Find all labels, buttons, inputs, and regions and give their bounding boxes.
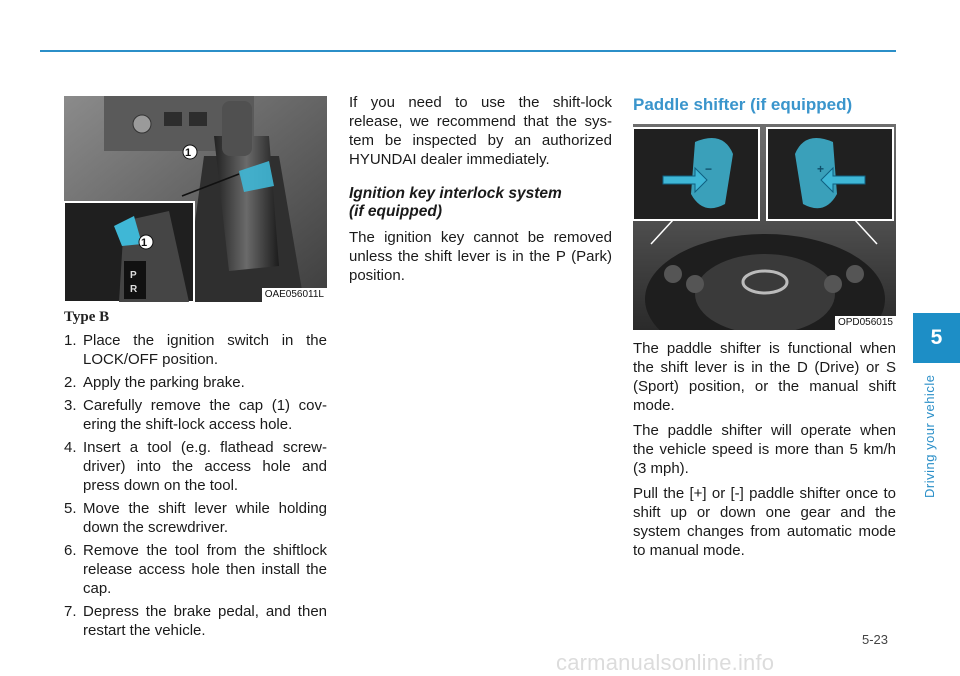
callout-number-icon: 1 bbox=[185, 147, 192, 159]
paddle-plus-label: + bbox=[817, 162, 825, 176]
middle-column bbox=[349, 93, 612, 291]
step-number: 3. bbox=[64, 397, 77, 414]
step-number: 4. bbox=[64, 439, 77, 456]
steering-wheel-illustration bbox=[633, 124, 896, 330]
step-text: Move the shift lever while holding down the screwdriver. bbox=[83, 500, 327, 536]
step-text: Place the ignition switch in the LOCK/OFF position. bbox=[83, 332, 327, 368]
gear-letter-p: P bbox=[130, 270, 137, 281]
type-title: Type B bbox=[64, 309, 110, 325]
gear-shifter-illustration bbox=[64, 96, 327, 302]
step-list bbox=[64, 331, 327, 640]
interlock-heading-line1: Ignition key interlock system bbox=[349, 185, 562, 202]
footer-watermark: carmanualsonline.info bbox=[556, 650, 775, 675]
interlock-heading-line2: (if equipped) bbox=[349, 203, 442, 220]
step-number: 6. bbox=[64, 542, 77, 559]
shift-lock-photo bbox=[64, 96, 327, 302]
step-text: Insert a tool (e.g. flathead screw-driver) into the access hole and press down on the tool. bbox=[83, 439, 327, 494]
left-column bbox=[64, 96, 327, 644]
interlock-heading bbox=[349, 185, 612, 221]
step-number: 1. bbox=[64, 332, 77, 349]
paddle-paragraph-1: The paddle shifter is functional when the shift lever is in the D (Drive) or S (Sport) position, or the manual shift mode. bbox=[633, 340, 896, 414]
paddle-minus-label: − bbox=[705, 162, 713, 176]
header-rule bbox=[40, 50, 896, 52]
step-number: 7. bbox=[64, 603, 77, 620]
list-item bbox=[64, 499, 327, 537]
page-number: 5-23 bbox=[862, 632, 889, 647]
step-text: Apply the parking brake. bbox=[83, 374, 245, 391]
list-item bbox=[64, 438, 327, 495]
paddle-shifter-photo bbox=[633, 124, 896, 330]
step-text: Carefully remove the cap (1) cov-ering the shift-lock access hole. bbox=[83, 397, 327, 433]
step-text: Depress the brake pedal, and then restart the vehicle. bbox=[83, 603, 327, 639]
right-column bbox=[633, 93, 896, 566]
list-item bbox=[64, 373, 327, 392]
list-item bbox=[64, 602, 327, 640]
step-number: 2. bbox=[64, 374, 77, 391]
photo-code: OAE056011L bbox=[262, 288, 327, 302]
chapter-side-label: Driving your vehicle bbox=[922, 374, 937, 498]
paddle-paragraph-2: The paddle shifter will operate when the vehicle speed is more than 5 km/h (3 mph). bbox=[633, 422, 896, 477]
paddle-paragraph-3: Pull the [+] or [-] paddle shifter once to shift up or down one gear and the system changes from automatic mode to manual mode. bbox=[633, 485, 896, 559]
interlock-body: The ignition key cannot be removed unless the shift lever is in the P (Park) position. bbox=[349, 229, 612, 284]
step-text: Remove the tool from the shiftlock release access hole then install the cap. bbox=[83, 542, 327, 597]
callout-number-icon: 1 bbox=[141, 237, 148, 249]
list-item bbox=[64, 331, 327, 369]
step-number: 5. bbox=[64, 500, 77, 517]
gear-letter-r: R bbox=[130, 284, 138, 295]
photo-code: OPD056015 bbox=[835, 316, 896, 330]
paddle-shifter-heading: Paddle shifter (if equipped) bbox=[633, 95, 853, 114]
list-item bbox=[64, 396, 327, 434]
list-item bbox=[64, 541, 327, 598]
chapter-tab: 5 bbox=[913, 313, 960, 363]
shift-lock-note: If you need to use the shift-lock release, we recommend that the sys-tem be inspected by an authorized HYUNDAI dealer immediately. bbox=[349, 94, 612, 168]
